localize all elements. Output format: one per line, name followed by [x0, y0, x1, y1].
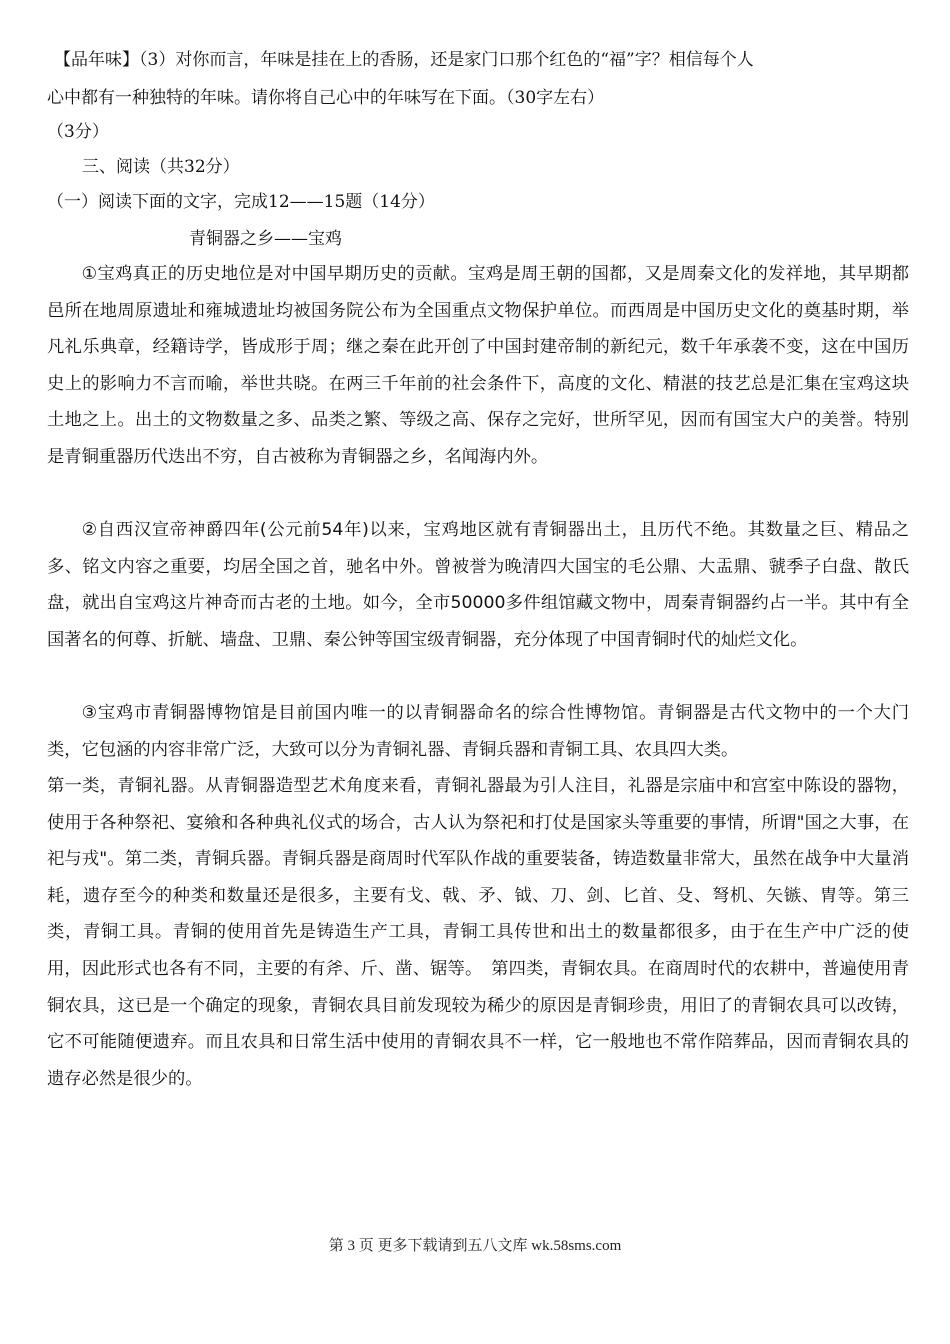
section-heading: 三、阅读（共32分）: [82, 157, 240, 177]
article-paragraph-2: ②自西汉宣帝神爵四年(公元前54年)以来，宝鸡地区就有青铜器出土，且历代不绝。其数量之巨、精品之多、铭文内容之重要，均居全国之首，驰名中外。曾被誉为晚清四大国宝的毛公鼎、大盂鼎、虢季子白盘、散氏盘，就出自宝鸡这片神奇而古老的土地。如今，全市50000多件组馆藏文物中，周秦青铜器约占一半。其中有全国著名的何尊、折觥、墙盘、卫鼎、秦公钟等国宝级青铜器，充分体现了中国青铜时代的灿烂文化。: [47, 520, 909, 650]
article-paragraph-4: 第一类，青铜礼器。从青铜器造型艺术角度来看，青铜礼器最为引人注目，礼器是宗庙中和宫室中陈设的器物，使用于各种祭祀、宴飨和各种典礼仪式的场合，古人认为祭祀和打仗是国家头等重要的事情，所谓"国之大事，在祀与戎"。第二类，青铜兵器。青铜兵器是商周时代军队作战的重要装备，铸造数量非常大，虽然在战争中大量消耗，遗存至今的种类和数量还是很多，主要有戈、戟、矛、钺、刀、剑、匕首、殳、弩机、矢镞、胄等。第三类，青铜工具。青铜的使用首先是铸造生产工具，青铜工具传世和出土的数量都很多，由于在生产中广泛的使用，因此形式也各有不同，主要的有斧、斤、凿、锯等。 第四类，青铜农具。在商周时代的农耕中，普遍使用青铜农具，这已是一个确定的现象，青铜农具目前发现较为稀少的原因是青铜珍贵，用旧了的青铜农具可以改铸，它不可能随便遗弃。而且农具和日常生活中使用的青铜农具不一样，它一般地也不常作陪葬品，因而青铜农具的遗存必然是很少的。: [47, 776, 909, 1089]
question-line-2: 心中都有一种独特的年味。请你将自己心中的年味写在下面。（30字左右）: [47, 88, 605, 108]
article-paragraph-1: ①宝鸡真正的历史地位是对中国早期历史的贡献。宝鸡是周王朝的国都，又是周秦文化的发祥地，其早期都邑所在地周原遗址和雍城遗址均被国务院公布为全国重点文物保护单位。而西周是中国历史文化的奠基时期，举凡礼乐典章，经籍诗学，皆成形于周；继之秦在此开创了中国封建帝制的新纪元，数千年承袭不变，这在中国历史上的影响力不言而喻，举世共晓。在两三千年前的社会条件下，高度的文化、精湛的技艺总是汇集在宝鸡这块土地之上。出土的文物数量之多、品类之繁、等级之高、保存之完好，世所罕见，因而有国宝大户的美誉。特别是青铜重器历代迭出不穷，自古被称为青铜器之乡，名闻海内外。: [47, 264, 909, 467]
article-title: 青铜器之乡——宝鸡: [189, 229, 342, 249]
page-footer: 第 3 页 更多下载请到五八文库 wk.58sms.com: [328, 1238, 622, 1254]
question-score: （3分）: [47, 122, 109, 142]
article-paragraph-3: ③宝鸡市青铜器博物馆是目前国内唯一的以青铜器命名的综合性博物馆。青铜器是古代文物中的一个大门类，它包涵的内容非常广泛，大致可以分为青铜礼器、青铜兵器和青铜工具、农具四大类。: [47, 703, 909, 760]
question-line-1: 【品年味】（3）对你而言，年味是挂在上的香肠，还是家门口那个红色的“福”字？相信每个人: [54, 50, 754, 70]
reading-instruction: （一）阅读下面的文字，完成12——15题（14分）: [47, 192, 435, 212]
